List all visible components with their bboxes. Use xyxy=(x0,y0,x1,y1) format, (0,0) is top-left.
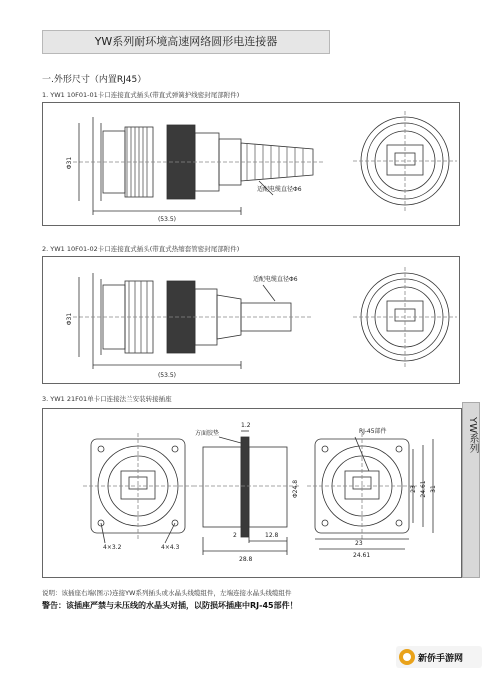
receptacle-drawing xyxy=(43,409,463,579)
plug-drawing-2 xyxy=(43,257,461,385)
label-seal: 方面胶垫 xyxy=(195,430,220,437)
diagram-3-caption: 3. YW1 21F01单卡口连接法兰安装转接插座 xyxy=(42,395,172,403)
diagram-3-panel xyxy=(42,408,462,578)
dim-24-61-h: 24.61 xyxy=(353,552,371,559)
plug-drawing-1 xyxy=(43,103,461,227)
dim-length-2: (53.5) xyxy=(157,372,177,379)
dim-2: 2 xyxy=(233,532,237,539)
watermark-text: 新侨手游网 xyxy=(418,654,464,664)
section-title: 一.外形尺寸（内置RJ45） xyxy=(42,75,147,85)
dim-12-8: 12.8 xyxy=(265,532,279,539)
dim-hole-2: 4×4.3 xyxy=(161,544,180,551)
diagram-1-caption: 1. YW1 10F01-01卡口连接直式插头(带直式弹簧护线密封尾部附件) xyxy=(42,91,240,99)
label-rj45: RJ-45部件 xyxy=(359,428,387,435)
dim-length-1: (53.5) xyxy=(157,216,177,223)
series-side-tab xyxy=(462,402,480,578)
dim-23-v: 23 xyxy=(410,485,417,493)
dim-23-h: 23 xyxy=(355,540,363,547)
dim-diameter-2: Φ31 xyxy=(66,312,73,326)
diagram-1-panel xyxy=(42,102,460,226)
diagram-2-panel xyxy=(42,256,460,384)
dim-31-v: 31 xyxy=(430,485,437,493)
dim-cable-1: 适配电缆直径Φ6 xyxy=(257,186,302,193)
page-title: YW系列耐环境高速网络圆形电连接器 xyxy=(42,30,330,54)
dim-hole-1: 4×3.2 xyxy=(103,544,122,551)
dim-28-8: 28.8 xyxy=(239,556,253,563)
diagram-2-caption: 2. YW1 10F01-02卡口连接直式插头(带直式热缩套管密封尾部附件) xyxy=(42,245,240,253)
dim-diameter-1: Φ31 xyxy=(66,156,73,170)
explanation-note: 说明：该插座右端(图示)连接YW系列插头或水晶头线缆组件，左端连接水晶头线缆组件 xyxy=(42,589,292,597)
dim-cable-2: 适配电缆直径Φ6 xyxy=(253,276,298,283)
dim-24-61-v: 24.61 xyxy=(420,480,427,498)
dim-1-2: 1.2 xyxy=(241,422,251,429)
dim-24-8: Φ24.8 xyxy=(292,479,299,499)
warning-note: 警告：该插座严禁与未压线的水晶头对插，以防损坏插座中RJ-45部件！ xyxy=(42,601,298,610)
series-side-tab-label: YW系列 xyxy=(467,417,478,453)
